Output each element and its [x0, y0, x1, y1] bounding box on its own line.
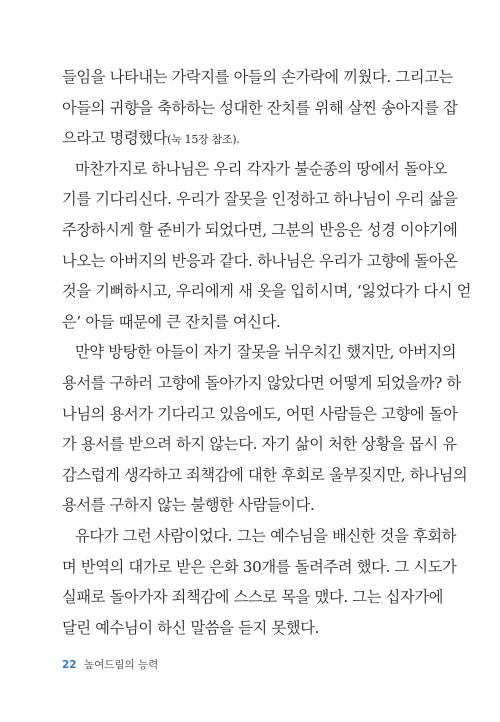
text-line [62, 552, 457, 583]
text-line-content: 용서를 구하지 않는 불행한 사람들이다. [62, 496, 315, 515]
text-line [62, 429, 457, 460]
text-line [62, 307, 440, 338]
text-line [62, 246, 458, 277]
text-line-content: 으라고 명령했다 [62, 129, 168, 148]
text-line-content: 유다가 그런 사람이었다. 그는 예수님을 배신한 것을 후회하 [75, 526, 457, 545]
text-line [62, 460, 468, 491]
text-line [62, 582, 444, 613]
text-line [62, 215, 458, 246]
text-line [62, 337, 457, 368]
text-line [62, 62, 453, 93]
text-line-content: 만약 방탕한 아들이 자기 잘못을 뉘우치긴 했지만, 아버지의 [75, 343, 457, 362]
text-line [62, 368, 461, 399]
text-line [62, 399, 458, 430]
text-line [62, 184, 458, 215]
page-number: 22 [62, 659, 77, 671]
text-line [62, 123, 440, 154]
text-line-content: 기를 기다리신다. 우리가 잘못을 인정하고 하나님이 우리 삶을 [62, 190, 458, 209]
book-title: 높여드림의 능력 [83, 659, 159, 671]
text-line-content: 나님의 용서가 기다리고 있음에도, 어떤 사람들은 고향에 돌아 [62, 404, 458, 423]
text-line-content: 감스럽게 생각하고 죄책감에 대한 후회로 울부짖지만, 하나님의 [62, 465, 468, 484]
text-line-content: 아들의 귀향을 축하하는 성대한 잔치를 위해 살찐 송아지를 잡 [62, 98, 458, 117]
text-line-content: 주장하시게 할 준비가 되었다면, 그분의 반응은 성경 이야기에 [62, 220, 458, 239]
text-line-content: 가 용서를 받으려 하지 않는다. 자기 삶이 처한 상황을 몹시 유 [62, 435, 457, 454]
text-line-content: 실패로 돌아가자 죄책감에 스스로 목을 맸다. 그는 십자가에 [62, 588, 444, 607]
text-line [62, 276, 472, 307]
page-body-text [62, 62, 472, 643]
text-line [62, 93, 458, 124]
text-line-content: 용서를 구하러 고향에 돌아가지 않았다면 어떻게 되었을까? 하 [62, 373, 461, 392]
text-line [62, 490, 440, 521]
page-footer [62, 657, 158, 672]
text-line-content: 마찬가지로 하나님은 우리 각자가 불순종의 땅에서 돌아오 [75, 159, 448, 178]
text-line-content: 달린 예수님이 하신 말씀을 듣지 못했다. [62, 618, 320, 637]
text-line-content: 나오는 아버지의 반응과 같다. 하나님은 우리가 고향에 돌아온 [62, 251, 458, 270]
text-line [62, 521, 457, 552]
text-line-content: 것을 기뻐하시고, 우리에게 새 옷을 입히시며, ‘잃었다가 다시 얻 [62, 282, 472, 301]
text-line-content: 며 반역의 대가로 받은 은화 30개를 돌려주려 했다. 그 시도가 [62, 557, 457, 576]
text-line-content: 은’ 아들 때문에 큰 잔치를 여신다. [62, 312, 281, 331]
text-line-content: 들임을 나타내는 가락지를 아들의 손가락에 끼웠다. 그리고는 [62, 68, 453, 86]
text-line [62, 613, 440, 644]
scripture-reference: (눅 15장 참조). [167, 133, 240, 147]
text-line [62, 154, 448, 185]
